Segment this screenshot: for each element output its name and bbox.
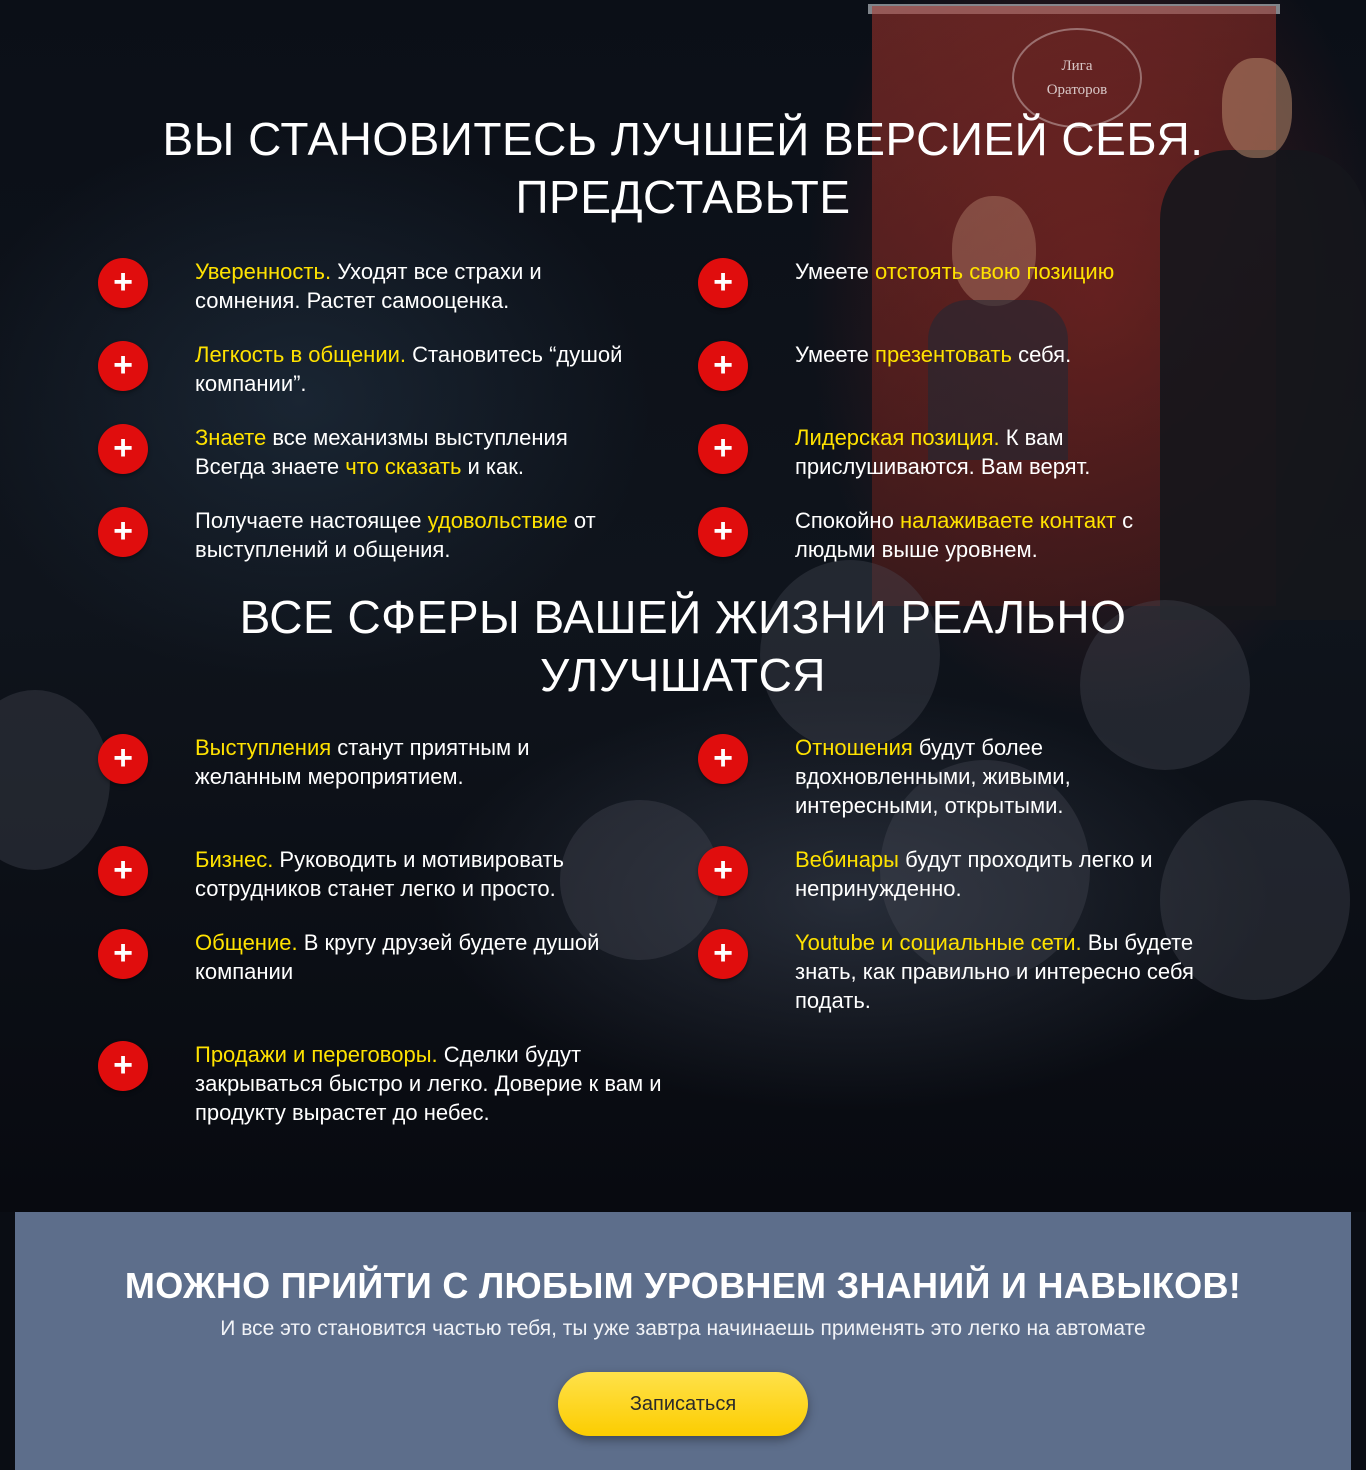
benefit-highlight: удовольствие (427, 508, 568, 533)
section-title-line: ВСЕ СФЕРЫ ВАШЕЙ ЖИЗНИ РЕАЛЬНО (239, 591, 1127, 643)
benefit-text: все механизмы выступления Всегда знаете (195, 425, 568, 479)
plus-icon: + (698, 341, 748, 391)
benefit-text: от выступлений и общения. (195, 508, 596, 562)
section-title-imagine (0, 110, 1366, 226)
plus-icon: + (698, 424, 748, 474)
cta-subtitle: И все это становится частью тебя, ты уже завтра начинаешь применять это легко на автомате (220, 1317, 1146, 1340)
audience-head-decor (0, 690, 110, 870)
benefit-highlight: Отношения (795, 735, 913, 760)
plus-icon: + (98, 507, 148, 557)
benefit-highlight: Бизнес. (195, 847, 274, 872)
benefit-item (195, 845, 635, 903)
benefit-item (195, 257, 635, 315)
benefit-text: Вы будете знать, как правильно и интересно себя подать. (795, 930, 1194, 1013)
benefit-text: В кругу друзей будете душой компании (195, 930, 600, 984)
benefit-highlight: Youtube и социальные сети. (795, 930, 1082, 955)
benefit-item (795, 733, 1175, 820)
benefit-text: Получаете настоящее (195, 508, 428, 533)
benefit-item (795, 845, 1235, 903)
section-title-life-spheres (0, 588, 1366, 704)
benefit-item (195, 733, 615, 791)
benefit-item (795, 928, 1255, 1015)
cta-title: МОЖНО ПРИЙТИ С ЛЮБЫМ УРОВНЕМ ЗНАНИЙ И НАВЫКОВ! (124, 1265, 1242, 1306)
plus-icon: + (698, 507, 748, 557)
benefit-text: станут приятным и желанным мероприятием. (195, 735, 530, 789)
benefit-text: с людьми выше уровнем. (795, 508, 1134, 562)
plus-icon: + (98, 424, 148, 474)
section-title-line: УЛУЧШАТСЯ (539, 649, 827, 701)
plus-icon: + (698, 258, 748, 308)
plus-icon: + (98, 258, 148, 308)
cta-section (15, 1212, 1351, 1470)
benefit-highlight: Легкость в общении. (195, 342, 407, 367)
benefit-text: и как. (461, 454, 525, 479)
benefit-highlight: Лидерская позиция. (795, 425, 1000, 450)
plus-icon: + (698, 734, 748, 784)
benefit-highlight: Выступления (195, 735, 332, 760)
benefit-highlight: Общение. (195, 930, 298, 955)
benefit-item (195, 423, 635, 481)
benefit-highlight: что сказать (345, 454, 462, 479)
benefit-item (195, 1040, 665, 1127)
benefit-text: себя. (1011, 342, 1072, 367)
banner-logo-line2: Ораторов (1046, 82, 1108, 98)
benefit-text: Сделки будут закрываться быстро и легко. Доверие к вам и продукту вырастет до небес. (195, 1042, 662, 1125)
benefit-highlight: налаживаете контакт (899, 508, 1117, 533)
benefit-text: Руководить и мотивировать сотрудников станет легко и просто. (195, 847, 564, 901)
benefit-highlight: презентовать (875, 342, 1012, 367)
benefit-item (795, 340, 1255, 369)
banner-logo-line1: Лига (1061, 58, 1093, 74)
signup-button[interactable]: Записаться (558, 1372, 808, 1436)
benefit-text: К вам прислушиваются. Вам верят. (795, 425, 1091, 479)
benefit-item (195, 928, 665, 986)
benefit-highlight: Уверенность. (195, 259, 332, 284)
plus-icon: + (98, 734, 148, 784)
benefit-highlight: Продажи и переговоры. (195, 1042, 438, 1067)
benefit-text: Уходят все страхи и сомнения. Растет самооценка. (195, 259, 542, 313)
benefit-highlight: Вебинары (795, 847, 899, 872)
benefit-item (795, 257, 1255, 286)
benefit-text: Умеете (795, 259, 876, 284)
benefit-item (195, 340, 635, 398)
plus-icon: + (698, 929, 748, 979)
plus-icon: + (98, 846, 148, 896)
benefit-text: будут проходить легко и непринужденно. (795, 847, 1153, 901)
benefit-text: Становитесь “душой компании”. (195, 342, 623, 396)
plus-icon: + (98, 341, 148, 391)
benefit-item (195, 506, 665, 564)
plus-icon: + (698, 846, 748, 896)
benefit-highlight: Знаете (195, 425, 267, 450)
section-title-line: ПРЕДСТАВЬТЕ (515, 171, 851, 223)
plus-icon: + (98, 1041, 148, 1091)
plus-icon: + (98, 929, 148, 979)
benefit-item (795, 506, 1215, 564)
benefit-text: будут более вдохновленными, живыми, интересными, открытыми. (795, 735, 1071, 818)
benefit-text: Спокойно (795, 508, 900, 533)
benefit-highlight: отстоять свою позицию (875, 259, 1115, 284)
section-title-line: ВЫ СТАНОВИТЕСЬ ЛУЧШЕЙ ВЕРСИЕЙ СЕБЯ. (162, 113, 1204, 165)
benefit-item (795, 423, 1155, 481)
benefit-text: Умеете (795, 342, 876, 367)
